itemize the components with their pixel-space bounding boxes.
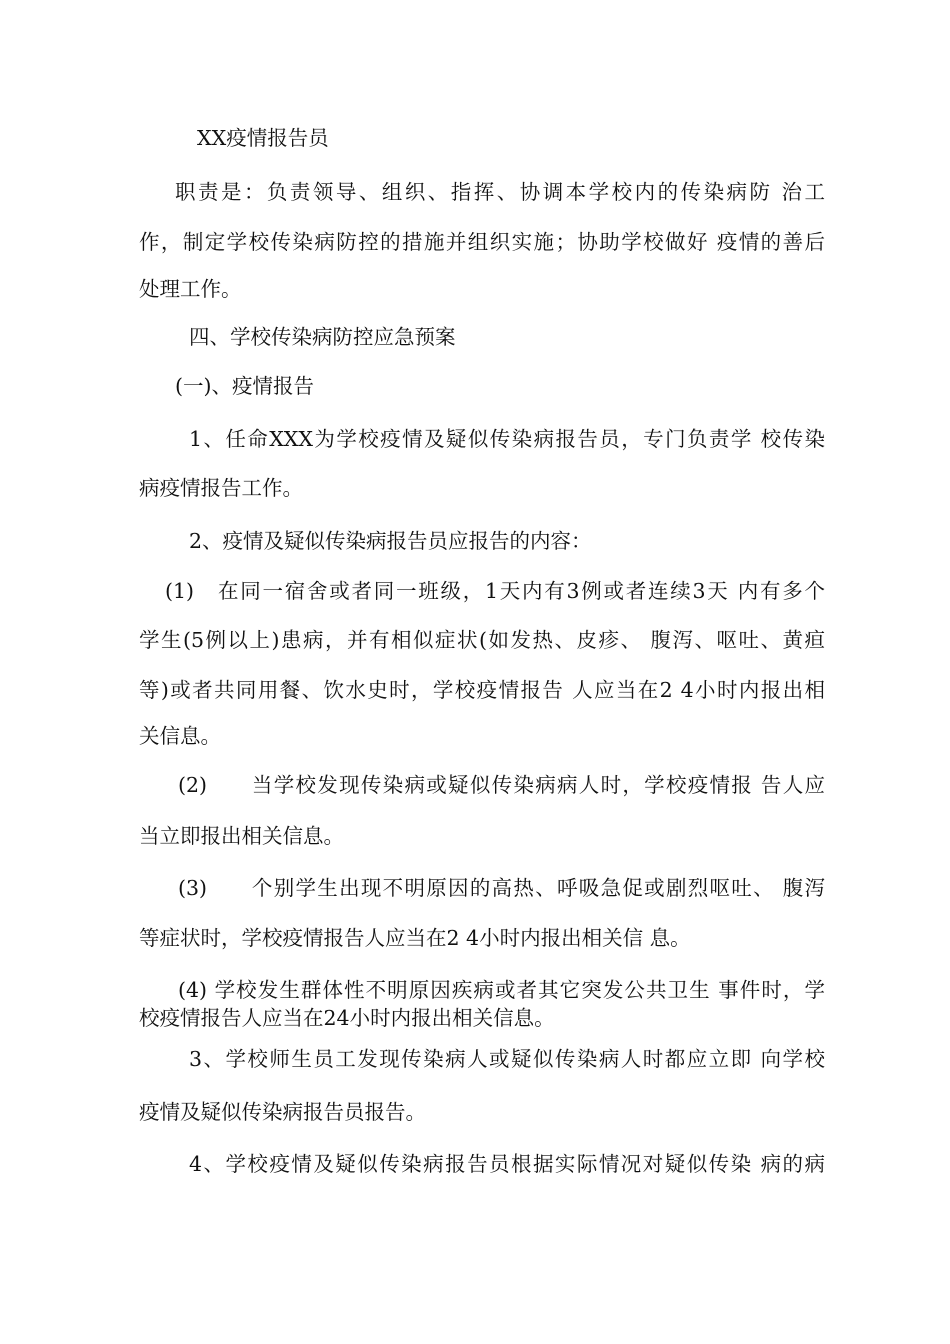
item4-line-1: 4、学校疫情及疑似传染病报告员根据实际情况对疑似传染 病的病 xyxy=(189,1152,825,1176)
item3-line-2: 疫情及疑似传染病报告员报告。 xyxy=(139,1100,426,1124)
sub1-line-1: (1) 在同一宿舍或者同一班级，1天内有3例或者连续3天 内有多个 xyxy=(165,579,825,603)
item1-line-2: 病疫情报告工作。 xyxy=(139,476,303,500)
sub1-line-3: 等)或者共同用餐、饮水史时，学校疫情报告 人应当在2 4小时内报出相 xyxy=(139,678,825,702)
sub1-line-2: 学生(5例以上)患病，并有相似症状(如发热、皮疹、 腹泻、呕吐、黄疸 xyxy=(139,628,825,652)
item1-line-1: 1、任命XXX为学校疫情及疑似传染病报告员，专门负责学 校传染 xyxy=(189,427,825,451)
subsection-epidemic-report: (一)、疫情报告 xyxy=(175,374,314,398)
sub3-line-1: (3) 个别学生出现不明原因的高热、呼吸急促或剧烈呕吐、 腹泻 xyxy=(178,876,825,900)
item2-heading: 2、疫情及疑似传染病报告员应报告的内容： xyxy=(189,529,592,553)
sub1-line-4: 关信息。 xyxy=(139,724,221,748)
section-four-heading: 四、学校传染病防控应急预案 xyxy=(189,325,456,349)
reporter-heading: XX疫情报告员 xyxy=(197,126,329,150)
duties-line-2: 作，制定学校传染病防控的措施并组织实施；协助学校做好 疫情的善后 xyxy=(139,230,825,254)
sub3-line-2: 等症状时，学校疫情报告人应当在2 4小时内报出相关信 息。 xyxy=(139,926,691,950)
sub4-line-1: (4) 学校发生群体性不明原因疾病或者其它突发公共卫生 事件时，学 xyxy=(178,978,825,1002)
duties-line-1: 职责是：负责领导、组织、指挥、协调本学校内的传染病防 治工 xyxy=(175,180,825,204)
sub2-line-2: 当立即报出相关信息。 xyxy=(139,824,344,848)
item3-line-1: 3、学校师生员工发现传染病人或疑似传染病人时都应立即 向学校 xyxy=(189,1047,825,1071)
sub2-line-1: (2) 当学校发现传染病或疑似传染病病人时，学校疫情报 告人应 xyxy=(178,773,825,797)
sub4-line-2: 校疫情报告人应当在24小时内报出相关信息。 xyxy=(139,1006,555,1030)
duties-line-3: 处理工作。 xyxy=(139,277,242,301)
